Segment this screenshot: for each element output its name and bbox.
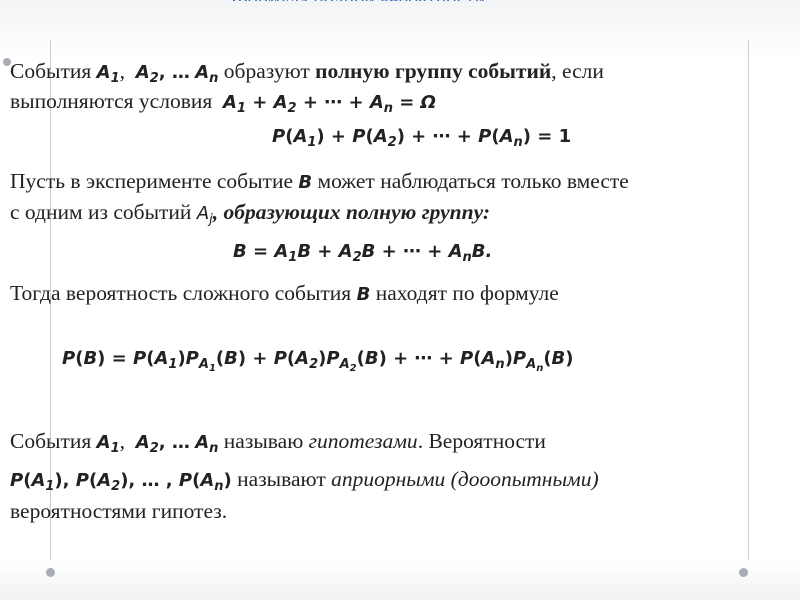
paragraph-4-line-3: вероятностями гипотез.: [10, 499, 228, 523]
decor-dot-bottom-right: [739, 568, 748, 577]
paragraph-1-line-2: выполняются условия $A_1 + A_2$ + ⋯ + $A_n = \Omega$: [10, 89, 436, 116]
right-border-line: [748, 40, 749, 560]
formula-event-decomposition: $B = A_1B + A_2B$ + ⋯ + $A_nB$.: [233, 241, 493, 265]
paragraph-2-line-1: Пусть в эксперименте событие B может наблюдаться только вместе: [10, 169, 629, 193]
slide-title-fragment: [232, 0, 532, 1]
paragraph-4-line-1: События $A_1$, $A_2$, … $A_n$ называю гипотезами. Вероятности: [10, 429, 546, 456]
decor-dot-bottom-left: [46, 568, 55, 577]
formula-total-probability: $P(B) = P(A_1)P_{A_1}(B) + P(A_2)P_{A_2}(B)$ + ⋯ + $P(A_n)P_{A_n}(B)$: [62, 348, 574, 374]
paragraph-1-line-1: События $A_1$, $A_2$, … $A_n$ образуют полную группу событий, если: [10, 59, 604, 86]
paragraph-3-line-1: Тогда вероятность сложного события B находят по формуле: [10, 281, 559, 305]
formula-probability-sum: $P(A_1) + P(A_2)$ + ⋯ + $P(A_n) = 1$: [272, 126, 572, 150]
paragraph-4-line-2: $P(A_1)$, $P(A_2)$, … , $P(A_n)$ называют априорными (дооопытными): [10, 467, 599, 494]
paragraph-2-line-2: с одним из событий $A_j$, образующих полную группу:: [10, 200, 491, 227]
